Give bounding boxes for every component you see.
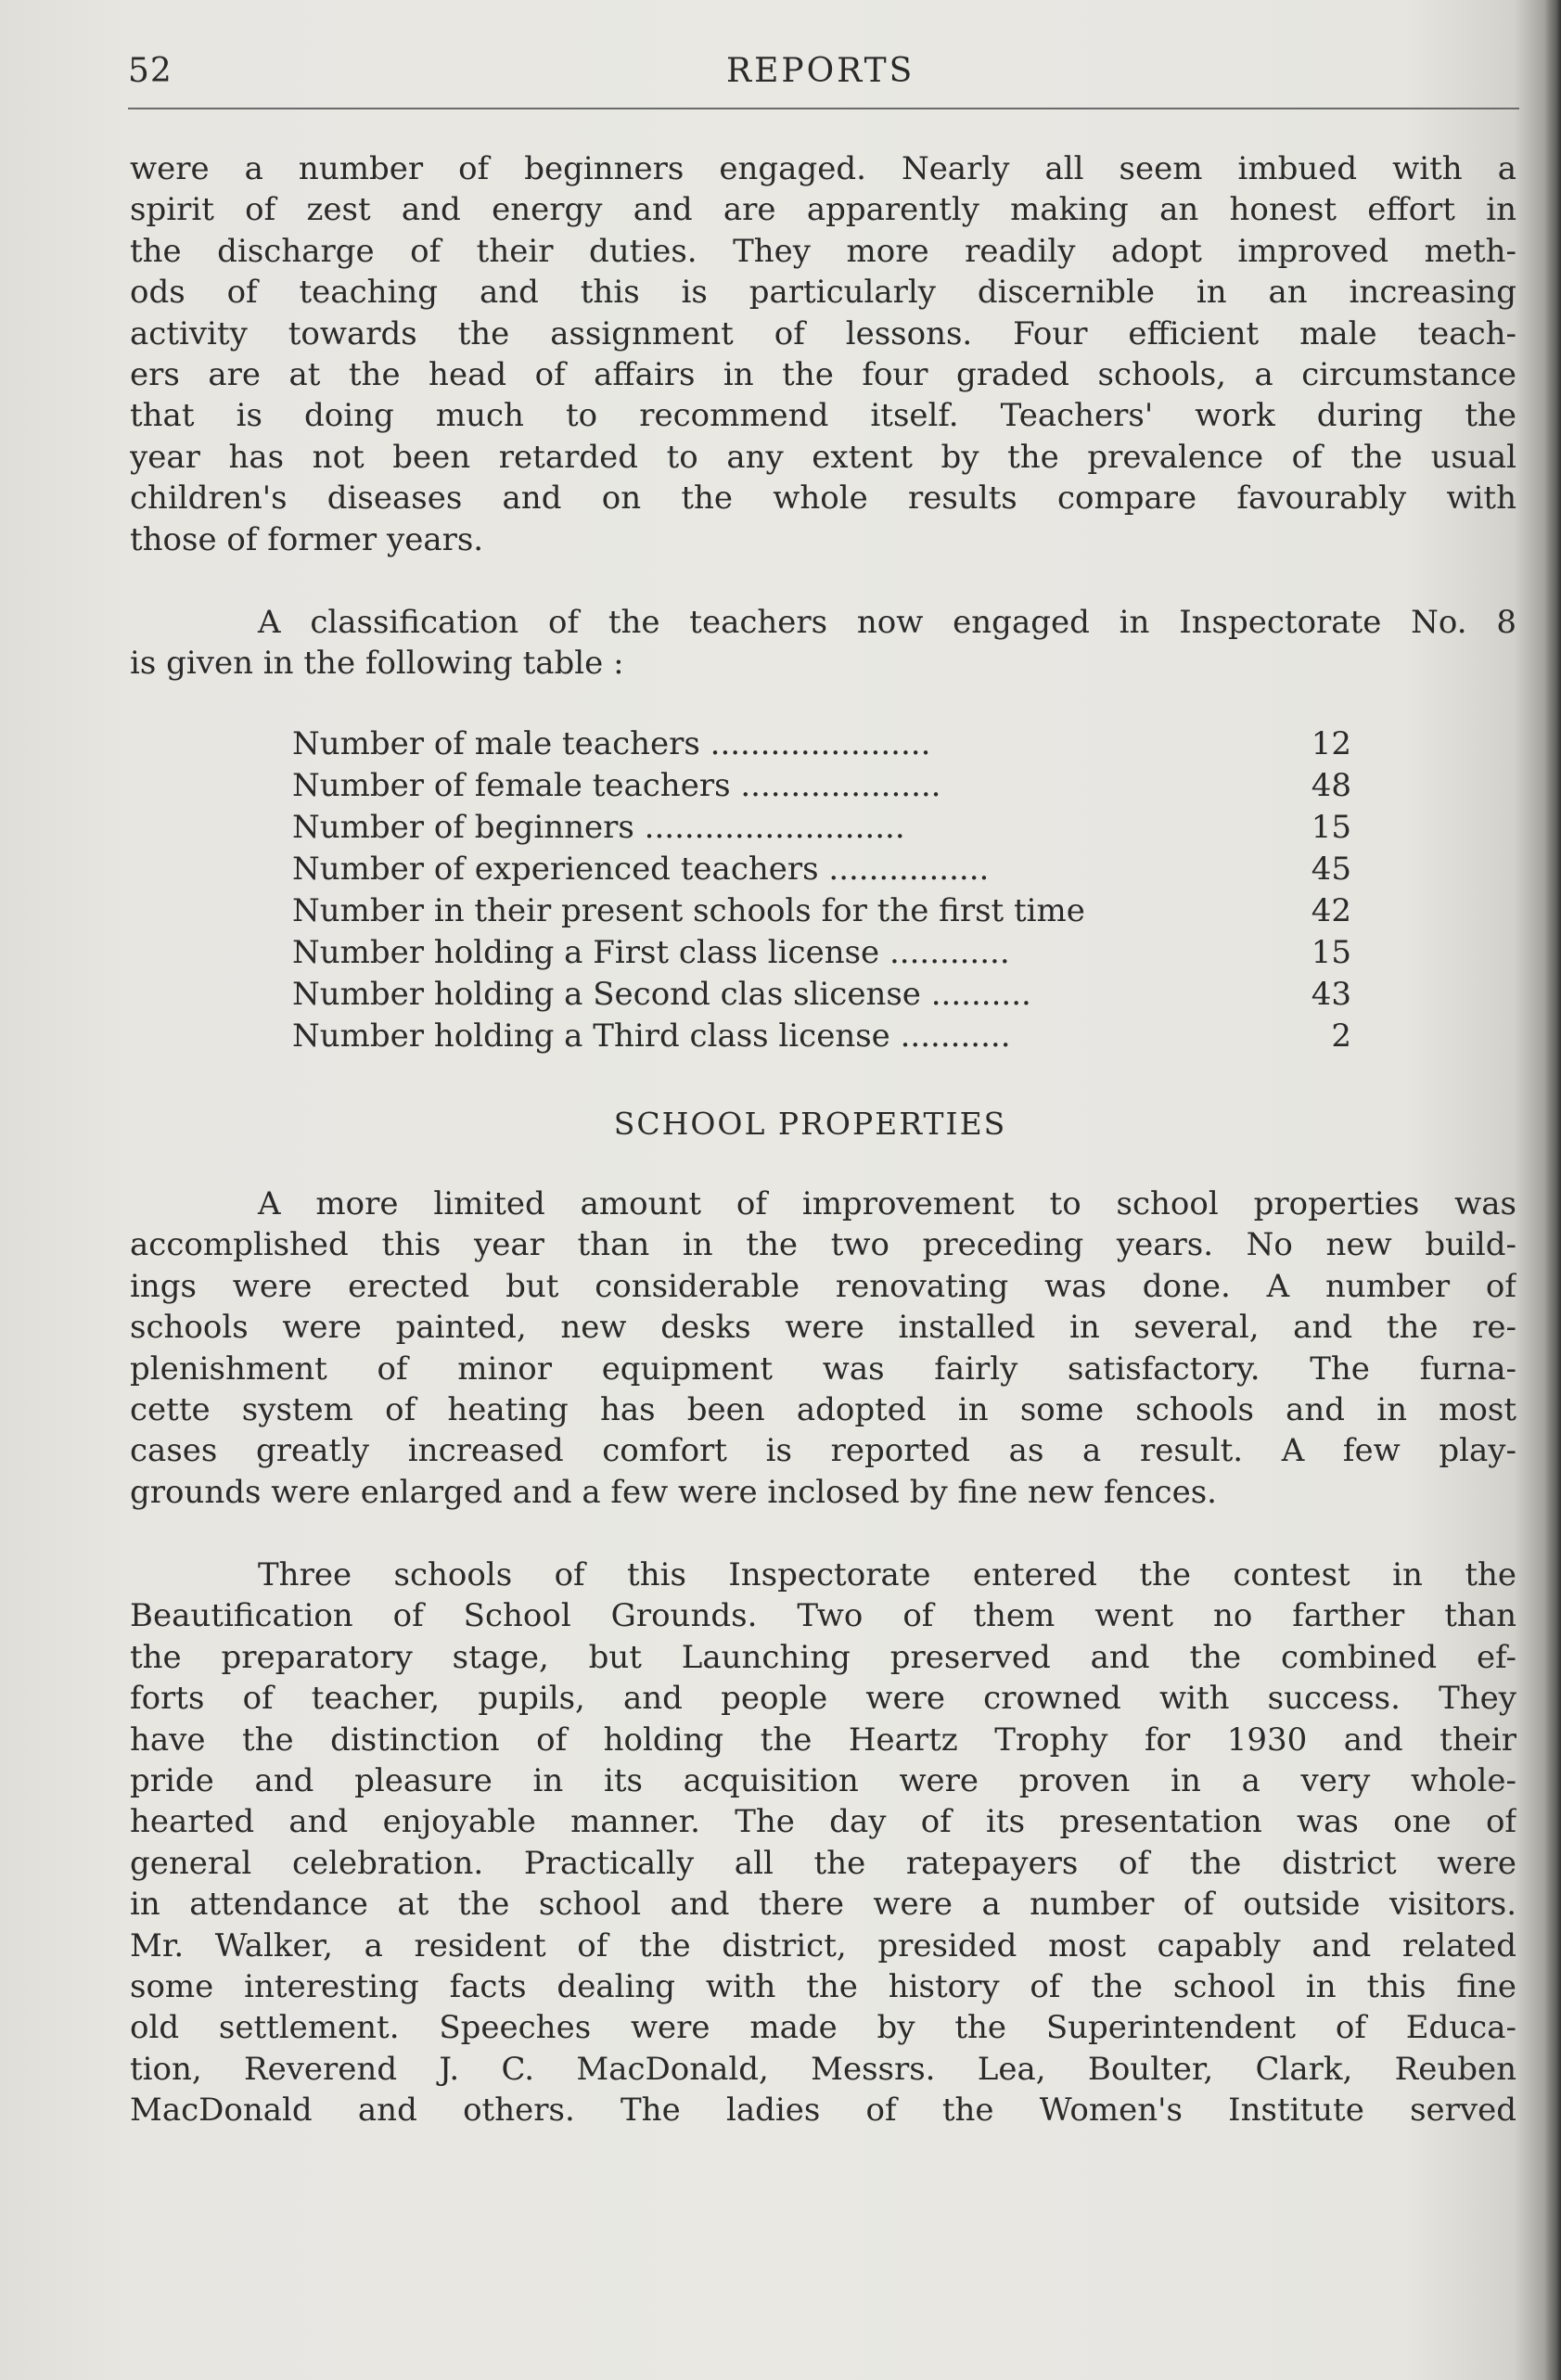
teacher-classification-table — [292, 723, 1351, 1057]
table-row — [292, 849, 1351, 890]
text-line: year has not been retarded to any extent by the prevalence of the usual — [130, 438, 1516, 476]
text-line: MacDonald and others. The ladies of the Women's Institute served — [130, 2092, 1516, 2130]
row-label: Number holding a Third class license ........... — [292, 1017, 1011, 1055]
text-line: cases greatly increased comfort is reported as a result. A few play- — [130, 1432, 1516, 1470]
text-line: were a number of beginners engaged. Nearly all seem imbued with a — [130, 150, 1516, 187]
text-line: forts of teacher, pupils, and people were crowned with success. They — [130, 1680, 1516, 1718]
page-edge-shadow — [1544, 0, 1561, 2380]
text-line: the discharge of their duties. They more readily adopt improved meth- — [130, 232, 1516, 270]
row-value: 15 — [1311, 934, 1351, 971]
text-line: Mr. Walker, a resident of the district, presided most capably and related — [130, 1926, 1516, 1964]
text-line: activity towards the assignment of lessons. Four efficient male teach- — [130, 314, 1516, 352]
table-row — [292, 723, 1351, 765]
table-row — [292, 890, 1351, 932]
text-line: those of former years. — [130, 520, 484, 558]
row-label: Number of male teachers ...................... — [292, 725, 931, 762]
row-value: 15 — [1311, 809, 1351, 846]
text-line: children's diseases and on the whole results compare favourably with — [130, 480, 1516, 518]
section-heading — [0, 1106, 1561, 1142]
row-label: Number in their present schools for the first time — [292, 892, 1085, 929]
text-line: A more limited amount of improvement to school properties was — [258, 1185, 1516, 1222]
running-head: REPORTS — [726, 52, 915, 90]
text-line: ings were erected but considerable renovating was done. A number of — [130, 1267, 1516, 1305]
text-line: ers are at the head of affairs in the four graded schools, a circumstance — [130, 355, 1516, 393]
header-rule — [128, 108, 1519, 109]
row-value: 45 — [1311, 851, 1351, 888]
page-number: 52 — [128, 52, 173, 90]
text-line: pride and pleasure in its acquisition were proven in a very whole- — [130, 1761, 1516, 1799]
text-line: old settlement. Speeches were made by the Superintendent of Educa- — [130, 2009, 1516, 2047]
paragraph-beautification-contest — [130, 1555, 1516, 2130]
row-label: Number of female teachers .................... — [292, 767, 941, 804]
page-header — [128, 46, 1519, 102]
text-line: have the distinction of holding the Heartz Trophy for 1930 and their — [130, 1721, 1516, 1759]
text-line: plenishment of minor equipment was fairly satisfactory. The furna- — [130, 1350, 1516, 1388]
row-label: Number holding a Second clas slicense .......... — [292, 976, 1031, 1013]
text-line: Beautification of School Grounds. Two of them went no farther than — [130, 1597, 1516, 1635]
text-line: grounds were enlarged and a few were inclosed by fine new fences. — [130, 1473, 1217, 1511]
text-line: ods of teaching and this is particularly discernible in an increasing — [130, 274, 1516, 312]
text-line: Three schools of this Inspectorate entered the contest in the — [258, 1556, 1516, 1593]
text-line: some interesting facts dealing with the history of the school in this fine — [130, 1967, 1516, 2005]
paragraph-classification-intro — [130, 602, 1516, 685]
text-line: tion, Reverend J. C. MacDonald, Messrs. Lea, Boulter, Clark, Reuben — [130, 2050, 1516, 2088]
text-line: schools were painted, new desks were installed in several, and the re- — [130, 1309, 1516, 1347]
text-line: in attendance at the school and there were a number of outside visitors. — [130, 1886, 1516, 1924]
table-row — [292, 1016, 1351, 1057]
text-line: that is doing much to recommend itself. Teachers' work during the — [130, 397, 1516, 435]
paragraph-teachers-spirit — [130, 148, 1516, 560]
row-value: 43 — [1311, 976, 1351, 1013]
paragraph-school-properties — [130, 1184, 1516, 1513]
text-line: is given in the following table : — [130, 645, 624, 683]
text-line: A classification of the teachers now engaged in Inspectorate No. 8 — [258, 604, 1516, 641]
row-label: Number of beginners .......................... — [292, 809, 905, 846]
row-label: Number holding a First class license ............ — [292, 934, 1010, 971]
table-row — [292, 932, 1351, 974]
text-line: general celebration. Practically all the ratepayers of the district were — [130, 1844, 1516, 1882]
text-line: hearted and enjoyable manner. The day of its presentation was one of — [130, 1803, 1516, 1841]
text-line: the preparatory stage, but Launching preserved and the combined ef- — [130, 1638, 1516, 1676]
row-label: Number of experienced teachers ................ — [292, 851, 990, 888]
text-line: spirit of zest and energy and are apparently making an honest effort in — [130, 191, 1516, 229]
row-value: 12 — [1311, 725, 1351, 762]
row-value: 48 — [1311, 767, 1351, 804]
row-value: 2 — [1331, 1017, 1351, 1055]
table-row — [292, 765, 1351, 807]
row-value: 42 — [1311, 892, 1351, 929]
section-heading-text: SCHOOL PROPERTIES — [613, 1106, 1007, 1142]
table-row — [292, 807, 1351, 849]
table-row — [292, 974, 1351, 1016]
text-line: accomplished this year than in the two preceding years. No new build- — [130, 1226, 1516, 1264]
text-line: cette system of heating has been adopted in some schools and in most — [130, 1390, 1516, 1428]
